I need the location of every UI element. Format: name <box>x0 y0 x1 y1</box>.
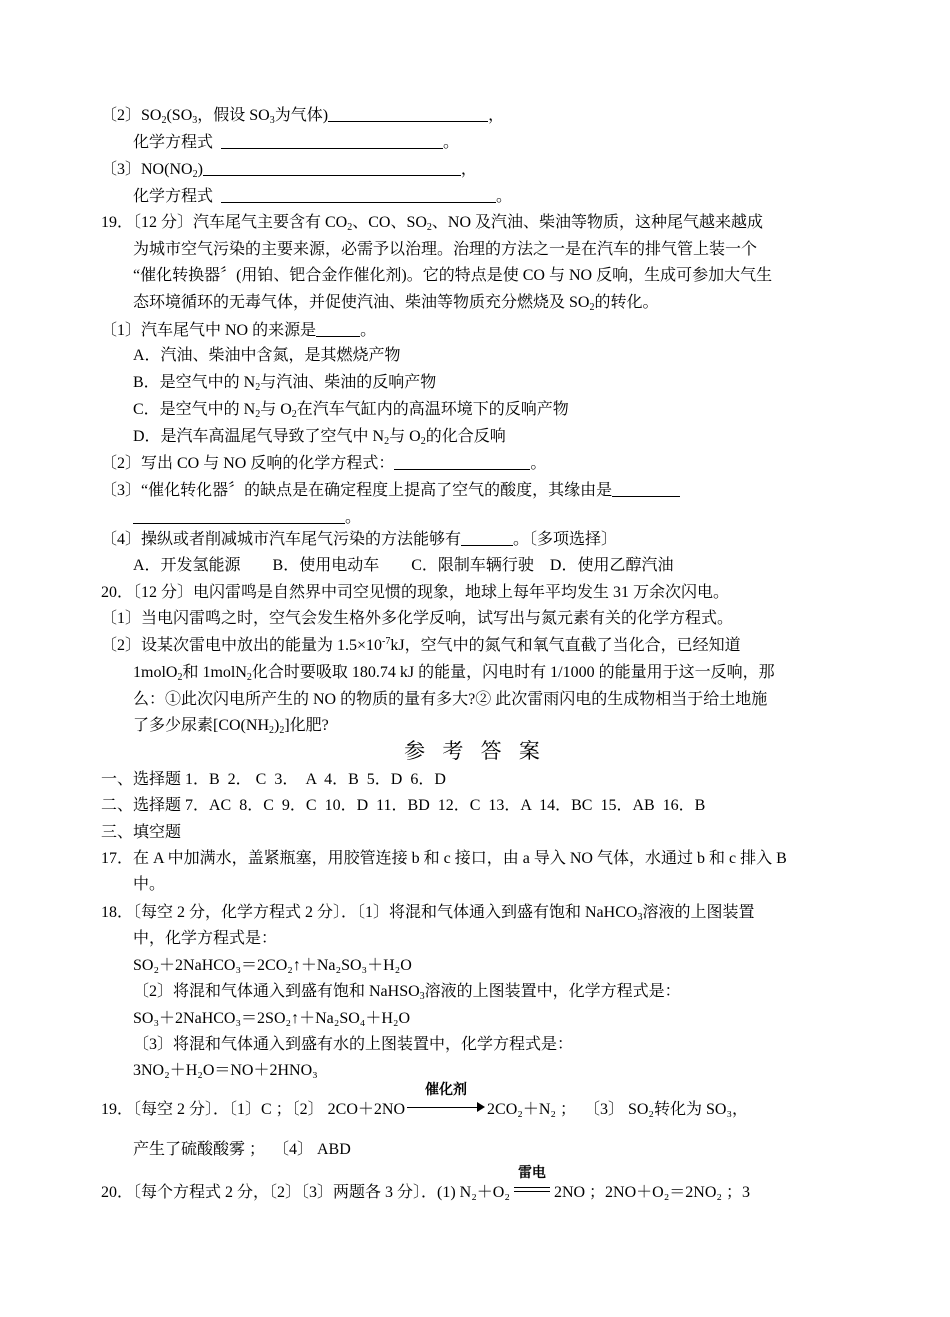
q20-part2-line4: 了多少尿素$[CO(NH_2)_2]$化肥? <box>133 717 329 736</box>
q18-part3-line: 〔3〕$NO(NO_2)$ ， <box>101 161 477 180</box>
answer-section-1: 一、选择题 1．B 2． C 3． A 4．B 5．D 6．D <box>101 771 446 788</box>
q20-part2-line2: 1molO$_2$和 1molN$_2$化合时要吸取 180.74 kJ 的能量，闪电时有 1/1000 的能量用于这一反响，那 <box>133 664 775 683</box>
answer-blank <box>461 529 513 546</box>
q19-part1: 〔1〕汽车尾气中 NO 的来源是 。 <box>101 322 377 339</box>
answer-blank <box>612 480 680 497</box>
q19-part4: 〔4〕操纵或者削减城市汽车尾气污染的方法能够有 。〔多项选择〕 <box>101 531 618 548</box>
answer-18-line2: 中，化学方程式是： <box>133 930 278 947</box>
answer-17-line1: 17．在 A 中加满水，盖紧瓶塞，用胶管连接 b 和 c 接口，由 a 导入 NO 气体，水通过 b 和 c 排入 B <box>101 850 787 867</box>
answer-18-equation2: SO₃＋2NaHCO₃＝2SO₂↑＋Na₂SO₄＋H₂O <box>133 1010 411 1027</box>
q20-stem: 20．〔12 分〕电闪雷鸣是自然界中司空见惯的现象，地球上每年平均发生 31 万余次闪电。 <box>101 584 730 601</box>
q19-option-c: C．是空气中的 $N_2$与 $O_2$在汽车气缸内的高温环境下的反响产物 <box>133 401 569 420</box>
answer-blank <box>203 159 461 176</box>
answer-18-line4: 〔3〕将混和气体通入到盛有水的上图装置中，化学方程式是： <box>133 1036 574 1053</box>
answer-blank <box>221 132 443 149</box>
q19-stem-line2: 为城市空气污染的主要来源，必需予以治理。治理的方法之一是在汽车的排气管上装一个 <box>133 241 758 258</box>
answer-blank <box>394 453 530 470</box>
answer-18-line3: 〔2〕将混和气体通入到盛有饱和 NaHSO$_3$溶液的上图装置中，化学方程式是： <box>133 983 681 1002</box>
answer-key-title: 参 考 答 案 <box>404 739 546 763</box>
q18-part2-equation: 化学方程式 。 <box>133 134 460 151</box>
answer-blank <box>133 507 345 524</box>
answer-section-2: 二、选择题 7．AC 8．C 9．C 10．D 11．BD 12．C 13．A 14．BC 15．AB 16．B <box>101 797 706 814</box>
answer-20-line1: 20．〔每个方程式 2 分，〔2〕〔3〕两题各 3 分〕．(1) N₂＋O₂ 雷电 2NO ；2NO＋O₂＝2NO₂ ；3 <box>101 1165 750 1201</box>
q20-part2-line3: 么：①此次闪电所产生的 NO 的物质的量有多大?② 此次雷雨闪电的生成物相当于给土地施 <box>133 691 768 708</box>
q20-part2-line1: 〔2〕设某次雷电中放出的能量为 $1.5\times 10^{-7}kJ$，空气中的氮气和氧气直截了当化合，已经知道 <box>101 636 741 654</box>
catalyst-label: 催化剂 <box>425 1082 468 1098</box>
q18-part2-line: 〔2〕$SO_2(SO_3$，假设 $SO_3$为气体) ， <box>101 107 505 126</box>
answer-blank <box>328 105 488 122</box>
answer-19-line2: 产生了硫酸酸雾 ； 〔4〕 ABD <box>133 1141 351 1158</box>
q20-part1: 〔1〕当电闪雷鸣之时，空气会发生格外多化学反响，试写出与氮元素有关的化学方程式。 <box>101 610 734 627</box>
q19-stem-line4: 态环境循环的无毒气体，并促使汽油、柴油等物质充分燃烧及 $SO_2$的转化。 <box>133 294 659 313</box>
answer-17-line2: 中。 <box>133 876 166 893</box>
answer-blank <box>316 320 360 337</box>
q19-part3-cont: 。 <box>133 507 361 529</box>
q19-option-a: A．汽油、柴油中含氮，是其燃烧产物 <box>133 347 401 364</box>
answer-18-equation3: 3NO₂＋H₂O＝NO＋2HNO₃ <box>133 1062 318 1079</box>
catalyst-arrow <box>407 1082 485 1116</box>
q19-option-b: B．是空气中的 $N_2$与汽油、柴油的反响产物 <box>133 374 437 393</box>
answer-blank <box>221 186 496 203</box>
lightning-condition-sign <box>512 1165 552 1199</box>
q19-part2: 〔2〕写出 CO 与 NO 反响的化学方程式： 。 <box>101 455 547 472</box>
q19-stem-line3: “催化转换器〞(用铂、钯合金作催化剂)。它的特点是使 CO 与 NO 反响，生成可参加大气生 <box>133 267 773 284</box>
lightning-label: 雷电 <box>517 1165 546 1181</box>
q19-stem-line1: 19．〔12 分〕汽车尾气主要含有 $CO_2$、CO、$SO_2$、NO 及汽油、柴油等物质，这种尾气越来越成 <box>101 214 764 233</box>
answer-section-3: 三、填空题 <box>101 824 182 841</box>
answer-19-line1: 19．〔每空 2 分〕．〔1〕C ；〔2〕 2CO＋2NO 催化剂 2CO₂＋N₂ ； 〔3〕 SO₂转化为 SO₃， <box>101 1082 749 1118</box>
q19-option-d: D．是汽车高温尾气导致了空气中 $N_2$与 $O_2$的化合反响 <box>133 428 506 447</box>
q18-part3-equation: 化学方程式 。 <box>133 188 513 205</box>
q19-part3: 〔3〕“催化转化器〞的缺点是在确定程度上提高了空气的酸度，其缘由是 <box>101 480 680 502</box>
q19-part4-options: A．开发氢能源 B．使用电动车 C．限制车辆行驶 D．使用乙醇汽油 <box>133 557 674 574</box>
answer-18-line1: 18．〔每空 2 分，化学方程式 2 分〕．〔1〕将混和气体通入到盛有饱和 NaHCO$_3$溶液的上图装置 <box>101 904 755 923</box>
answer-18-equation1: SO₂＋2NaHCO₃＝2CO₂↑＋Na₂SO₃＋H₂O <box>133 957 412 974</box>
